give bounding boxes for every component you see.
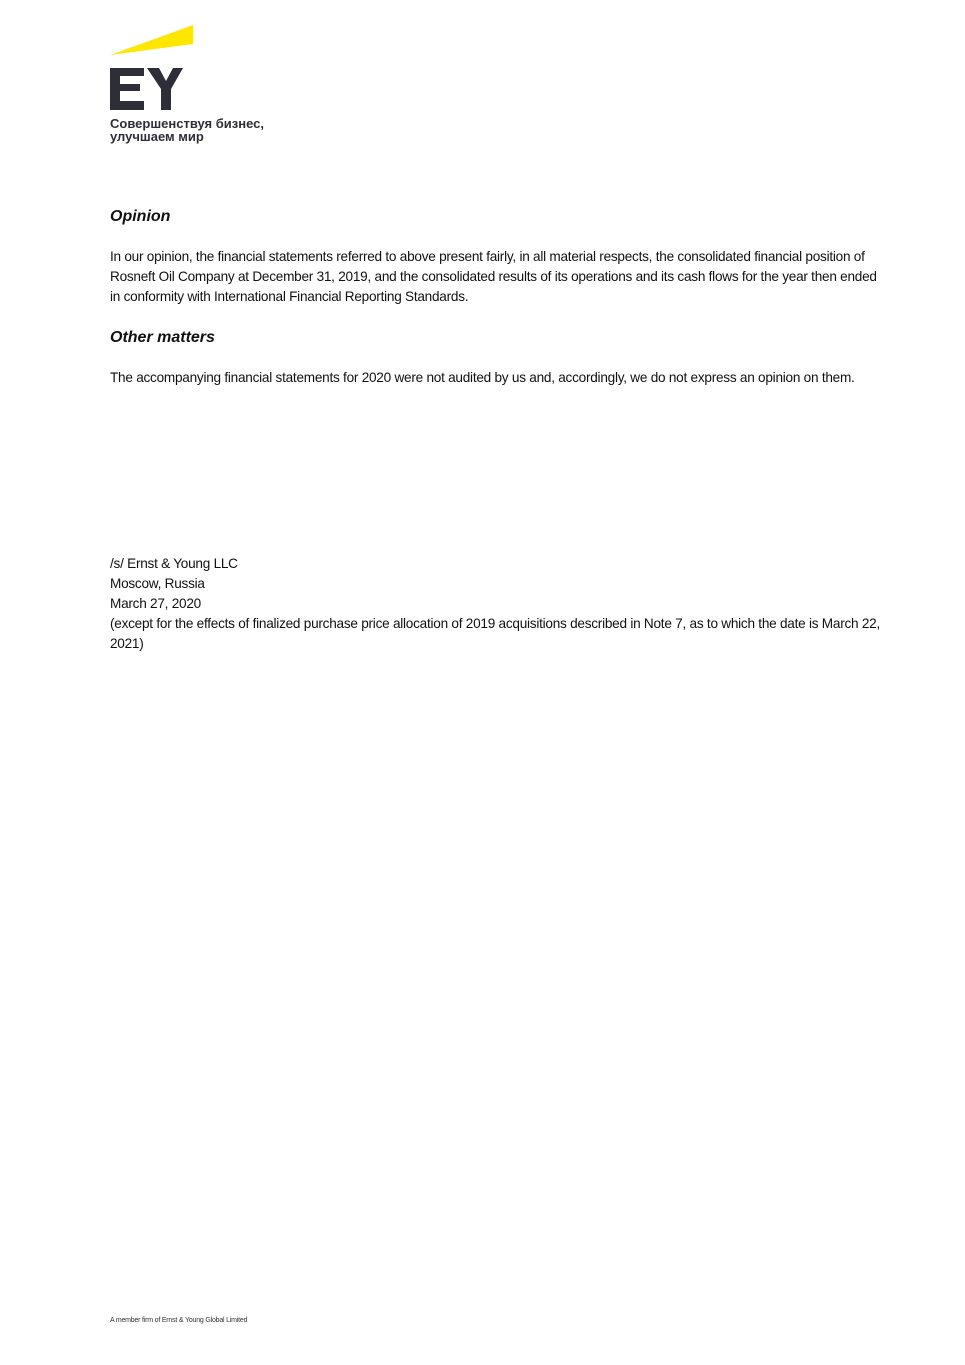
other-matters-heading: Other matters: [110, 329, 215, 346]
tagline-line-2: улучшаем мир: [110, 129, 204, 144]
signature-block: [110, 554, 888, 654]
other-matters-paragraph: The accompanying financial statements for 2020 were not audited by us and, accordingly, we do not express an opinion on them.: [110, 370, 855, 385]
signature-date: March 27, 2020: [110, 596, 201, 611]
page-footer: A member firm of Ernst & Young Global Limited: [110, 1317, 248, 1324]
ey-beam-icon: [110, 25, 193, 55]
opinion-paragraph: In our opinion, the financial statements referred to above present fairly, in all material respects, the consolidated financial position of Rosneft Oil Company at December 31, 2019, and the consolidated results of its operations and its cash flows for the year then ended in conformity with International Financial Reporting Standards.: [110, 249, 877, 304]
signature-location: Moscow, Russia: [110, 576, 205, 591]
signature-date-note: (except for the effects of finalized purchase price allocation of 2019 acquisitions described in Note 7, as to which the date is March 22, 2021): [110, 616, 881, 651]
ey-letter-y: [147, 68, 183, 110]
ey-logo: [110, 25, 290, 150]
ey-logo-mark: [110, 25, 200, 113]
opinion-heading: Opinion: [110, 208, 171, 225]
signer-name: /s/ Ernst & Young LLC: [110, 556, 238, 571]
ey-letter-e: [110, 68, 144, 110]
report-body: [110, 206, 888, 388]
logo-tagline: [110, 117, 264, 143]
tagline-line-1: Совершенствуя бизнес,: [110, 116, 264, 131]
